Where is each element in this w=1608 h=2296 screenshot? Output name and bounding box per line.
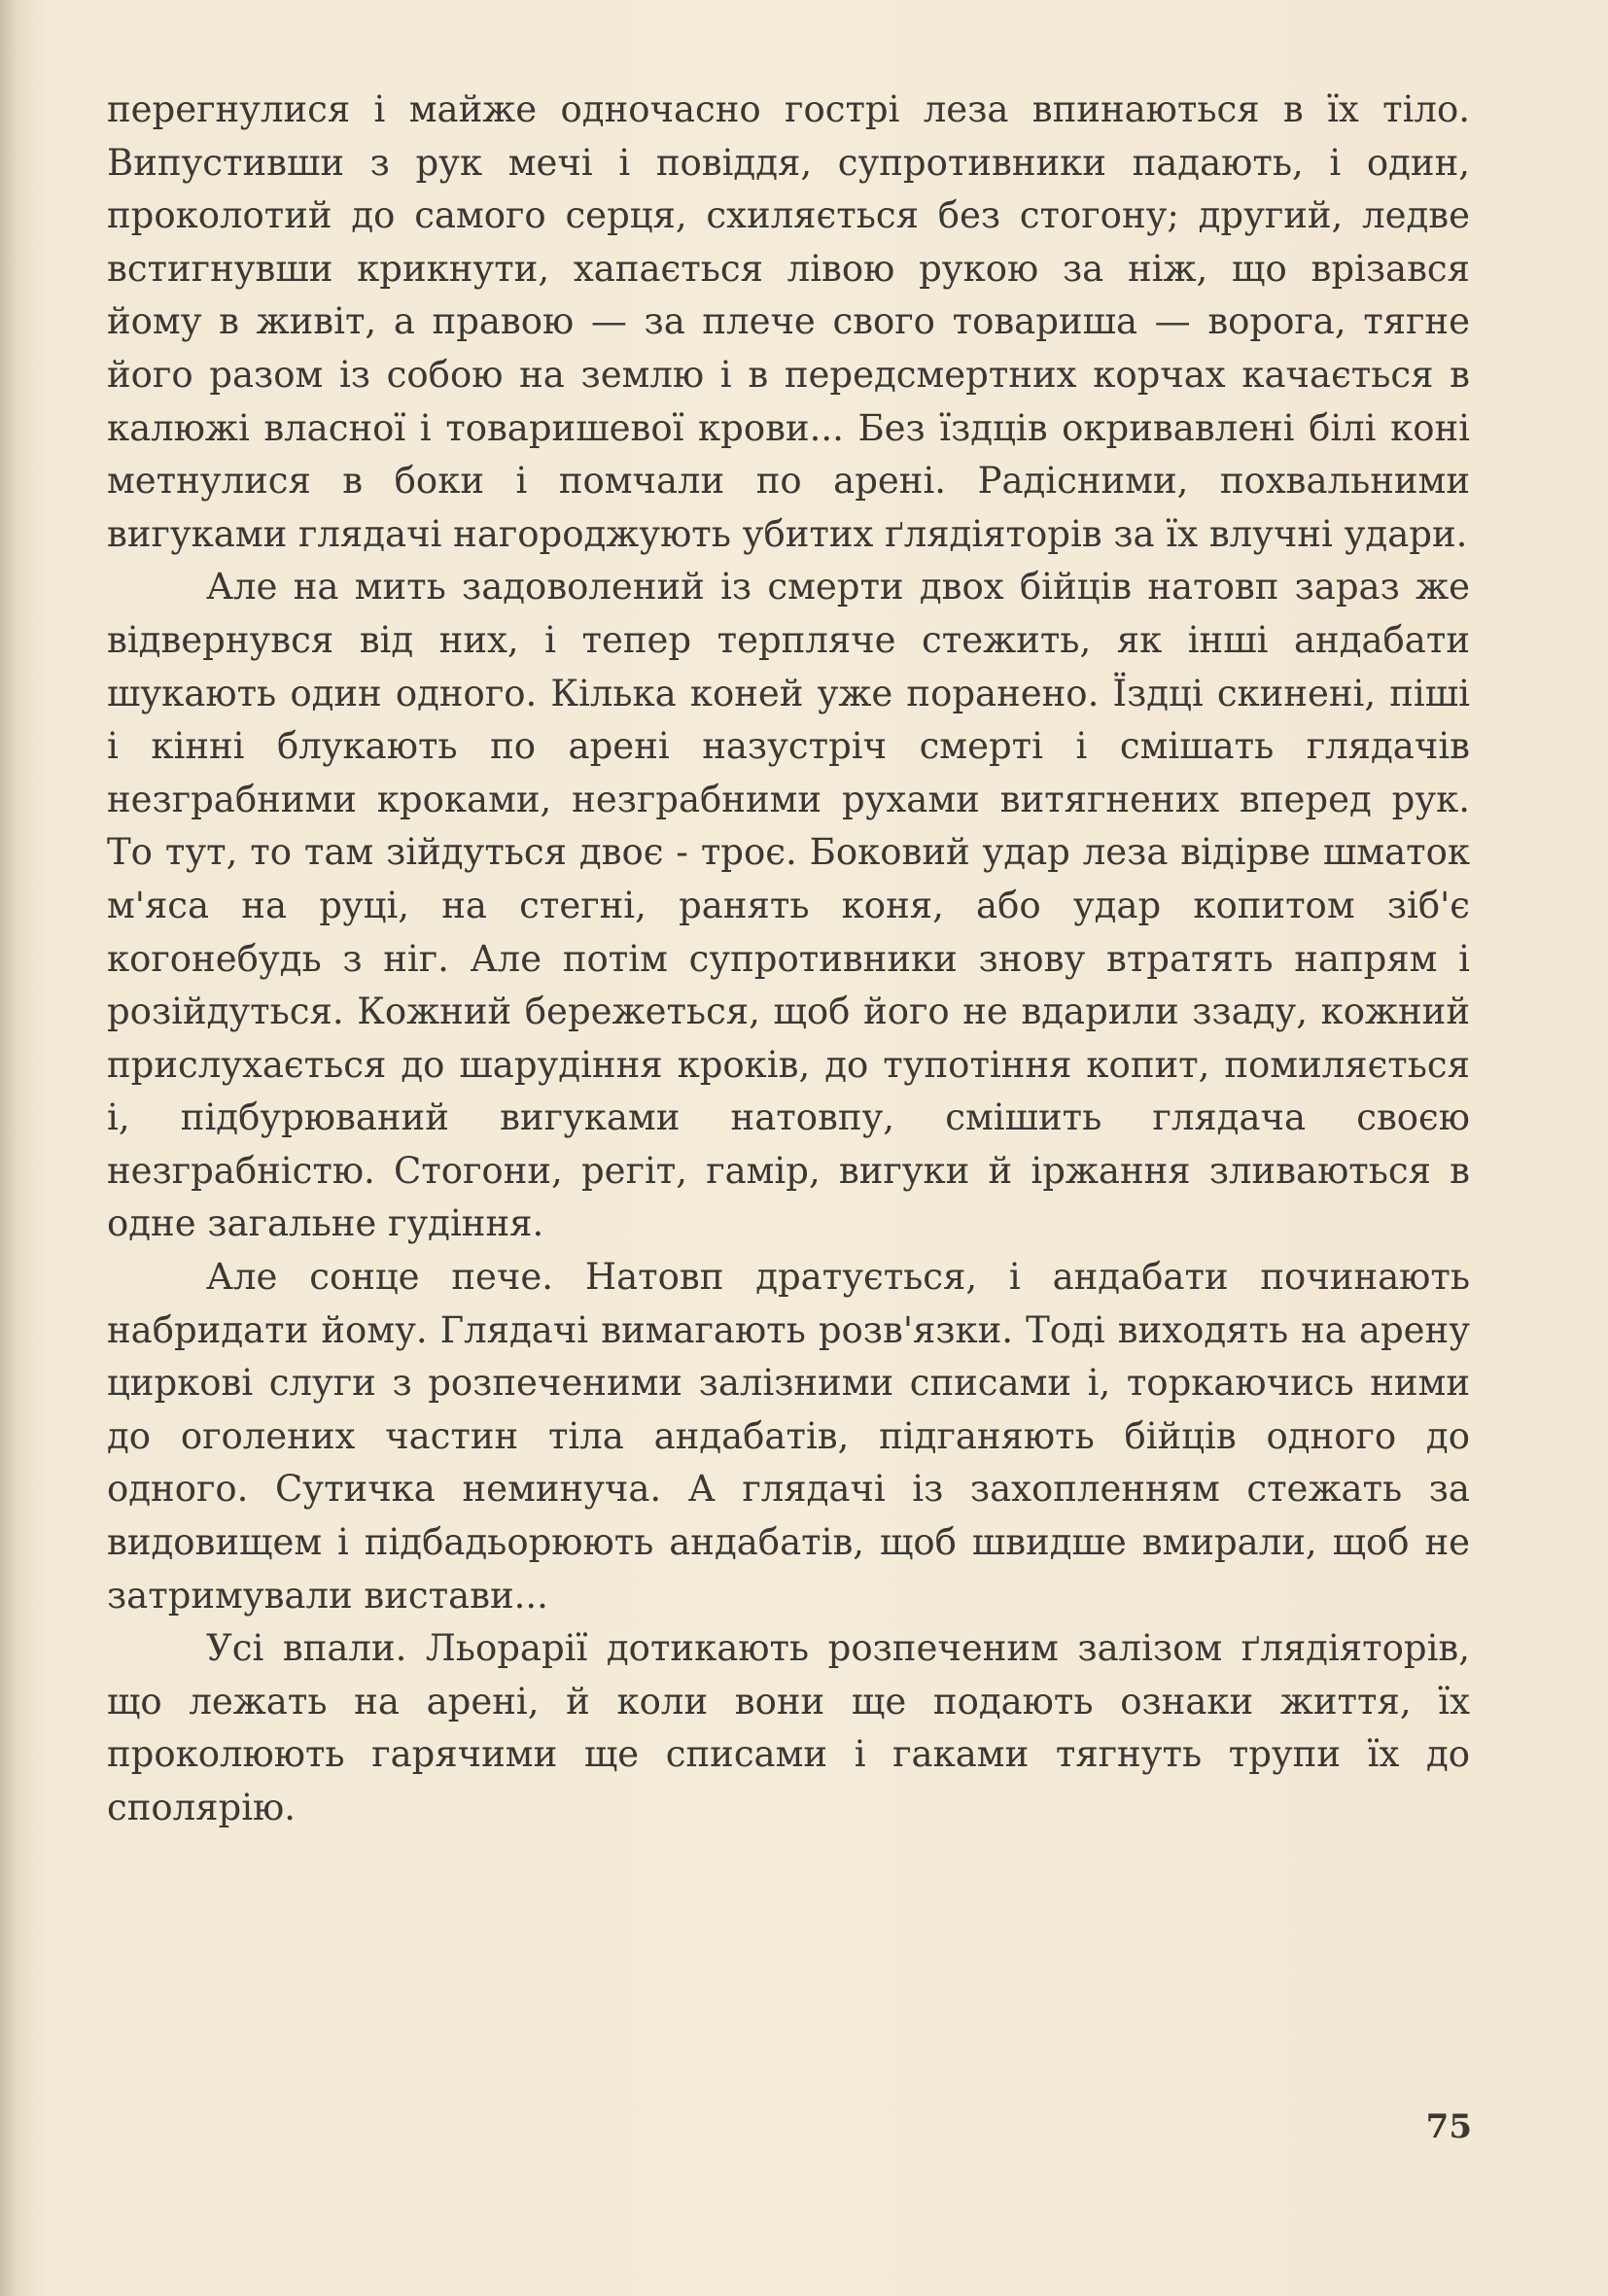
paragraph-3: Але сонце пече. Натовп дратується, і андабати починають набридати йому. Глядачі вимагають розв'язки. Тоді виходять на арену циркові слуги з розпеченими залізними списами і, торкаючись ними до оголених частин тіла андабатів, підганяють бійців одного до одного. Сутичка неминуча. А глядачі із захопленням стежать за видовищем і підбадьорюють андабатів, щоб швидше вмирали, щоб не затримували вистави...	[107, 1256, 1470, 1617]
page-number: 75	[1425, 2107, 1472, 2146]
paragraph-1: перегнулися і майже одночасно гострі леза впинаються в їх тіло. Випустивши з рук мечі і повіддя, супротивники падають, і один, проколотий до самого серця, схиляється без стогону; другий, ледве встигнувши крикнути, хапається лівою рукою за ніж, що врізався йому в живіт, а правою — за плече свого товариша — ворога, тягне його разом із собою на землю і в передсмертних корчах качається в калюжі власної і товаришевої крови... Без їздців окривавлені білі коні метнулися в боки і помчали по арені. Радісними, похвальними вигуками глядачі нагороджують убитих ґлядіяторів за їх влучні удари.	[107, 88, 1470, 555]
paragraph-4: Усі впали. Льорарії дотикають розпеченим залізом ґлядіяторів, що лежать на арені, й коли вони ще подають ознаки життя, їх проколюють гарячими ще списами і гаками тягнуть трупи їх до сполярію.	[107, 1627, 1470, 1828]
page-text	[107, 84, 1470, 1835]
paragraph-2: Але на мить задоволений із смерти двох бійців натовп зараз же відвернувся від них, і тепер терпляче стежить, як інші андабати шукають один одного. Кілька коней уже поранено. Їздці скинені, піші і кінні блукають по арені назустріч смерті і смішать глядачів незграбними кроками, незграбними рухами витягнених вперед рук. То тут, то там зійдуться двоє - троє. Боковий удар леза відірве шматок м'яса на руці, на стегні, ранять коня, або удар копитом зіб'є когонебудь з ніг. Але потім супротивники знову втратять напрям і розійдуться. Кожний бережеться, щоб його не вдарили ззаду, кожний прислухається до шарудіння кроків, до тупотіння копит, помиляється і, підбурюваний вигуками натовпу, смішить глядача своєю незграбністю. Стогони, регіт, гамір, вигуки й іржання зливаються в одне загальне гудіння.	[107, 566, 1470, 1245]
